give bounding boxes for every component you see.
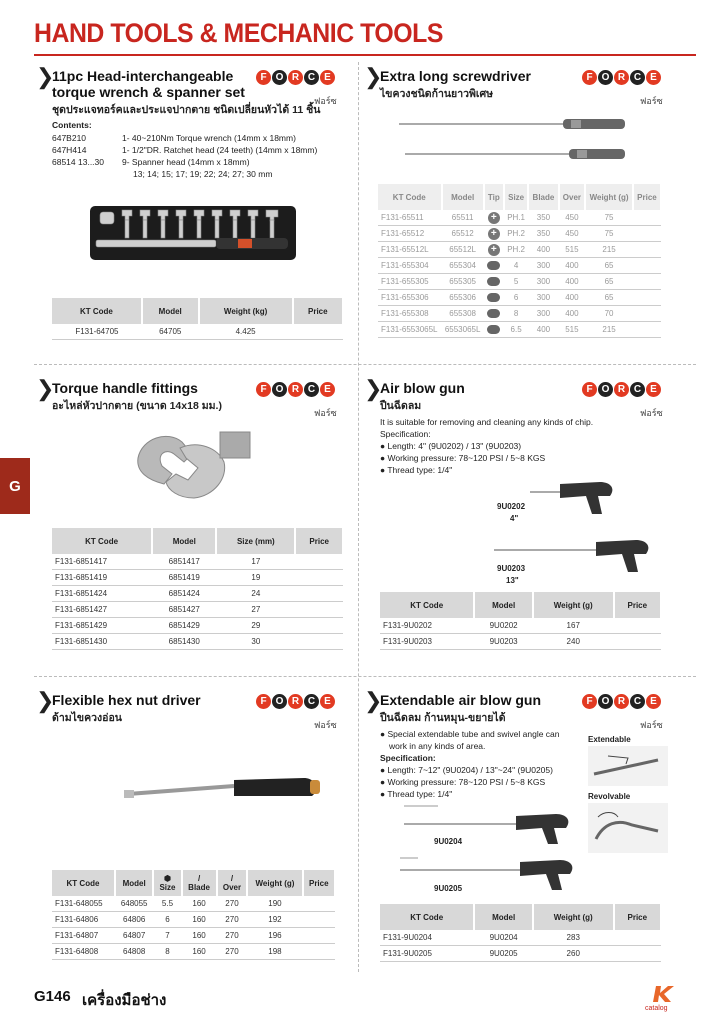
img-label-9U0204: 9U0204 [434, 837, 463, 846]
brand-thai: ฟอร์ซ [314, 96, 337, 106]
slotted-tip-icon [487, 293, 500, 302]
brand-thai: ฟอร์ซ [640, 408, 663, 418]
phillips-tip-icon: + [488, 228, 500, 240]
slotted-tip-icon [487, 309, 500, 318]
force-logo: F O R C E [582, 382, 661, 397]
brand-thai: ฟอร์ซ [640, 720, 663, 730]
img-label-9U0202: 9U0202 [497, 502, 526, 511]
col-header: Model [474, 904, 532, 930]
phillips-tip-icon: + [488, 244, 500, 256]
hex-driver-image [124, 766, 324, 816]
col-header: Price [633, 184, 661, 210]
force-logo: F O R C E [256, 382, 335, 397]
table-row: F131-655308 655308 8 300 400 70 [378, 306, 661, 322]
chevron-icon: ❯ [36, 64, 55, 89]
table-row: F131-65512 65512 + PH.2 350 450 75 [378, 226, 661, 242]
screwdriver-image [395, 110, 635, 166]
wrench-title-2: torque wrench & spanner set [52, 84, 245, 100]
side-tab[interactable]: G [0, 458, 30, 514]
col-header: / Over [217, 870, 248, 896]
table-row: F131-9U0202 9U0202 167 [380, 618, 661, 634]
col-header: Over [559, 184, 586, 210]
extgun-bullet: ● Length: 7~12" (9U0204) / 13"~24" (9U0205) [380, 765, 553, 775]
airgun-bullet: ● Thread type: 1/4" [380, 465, 453, 475]
table-row: F131-65511 65511 + PH.1 350 450 75 [378, 210, 661, 226]
chevron-icon: ❯ [364, 688, 383, 713]
col-header: KT Code [378, 184, 442, 210]
table-row: F131-64808 64808 8 160 270 198 [52, 944, 335, 960]
title-rule [34, 54, 696, 56]
extgun-bullet: ● Thread type: 1/4" [380, 789, 453, 799]
extgun-bullet-cont: work in any kinds of area. [389, 741, 486, 751]
col-header: Weight (g) [533, 592, 614, 618]
torque-title: Torque handle fittings [52, 380, 198, 396]
col-header: Weight (kg) [199, 298, 293, 324]
col-header: Model [474, 592, 532, 618]
screwdriver-table [378, 184, 662, 338]
divider-col [358, 62, 359, 972]
chevron-icon: ❯ [364, 376, 383, 401]
chevron-icon: ❯ [36, 376, 55, 401]
footer-logo-text: catalog [645, 1005, 668, 1012]
force-logo: F O R C E [256, 70, 335, 85]
col-header: Weight (g) [247, 870, 302, 896]
img-label-4in: 4" [510, 514, 519, 523]
table-row: F131-655305 655305 5 300 400 65 [378, 274, 661, 290]
airgun-spec-label: Specification: [380, 429, 431, 439]
hexdriver-subtitle: ด้ามไขควงอ่อน [52, 712, 122, 724]
col-header: KT Code [52, 870, 115, 896]
col-header: Price [614, 592, 661, 618]
col-header: Model [152, 528, 216, 554]
hexdriver-title: Flexible hex nut driver [52, 692, 201, 708]
table-row: F131-648055 648055 5.5 160 270 190 [52, 896, 335, 912]
over-icon: / [230, 874, 234, 883]
col-header: Model [442, 184, 484, 210]
col-header: Weight (g) [585, 184, 633, 210]
page-title: HAND TOOLS & MECHANIC TOOLS [34, 18, 443, 48]
col-header: Size (mm) [216, 528, 295, 554]
revolvable-detail-image [588, 803, 668, 853]
airgun-bullet: ● Working pressure: 78~120 PSI / 5~8 KGS [380, 453, 546, 463]
hex-icon: ⬢ [163, 874, 171, 883]
slotted-tip-icon [487, 325, 500, 334]
extgun-table [380, 904, 662, 962]
extgun-bullet: ● Special extendable tube and swivel angle can [380, 729, 560, 739]
airgun-subtitle: ปืนฉีดลม [380, 400, 422, 412]
table-row: F131-64806 64806 6 160 270 192 [52, 912, 335, 928]
brand-thai: ฟอร์ซ [314, 408, 337, 418]
hexdriver-table [52, 870, 336, 960]
col-header: Blade [528, 184, 558, 210]
force-logo: F O R C E [582, 694, 661, 709]
slotted-tip-icon [487, 277, 500, 286]
airgun-title: Air blow gun [380, 380, 465, 396]
wrench-table [52, 298, 344, 340]
col-header: Price [303, 870, 335, 896]
divider-row-2 [34, 676, 696, 677]
table-row: F131-65512L 65512L + PH.2 400 515 215 [378, 242, 661, 258]
label-extendable: Extendable [588, 735, 631, 744]
extendable-detail-image [588, 746, 668, 786]
table-row: F131-655306 655306 6 300 400 65 [378, 290, 661, 306]
blade-icon: / [197, 874, 201, 883]
table-row: F131-655304 655304 4 300 400 65 [378, 258, 661, 274]
contents-label: Contents: [52, 120, 92, 130]
table-row: F131-9U0205 9U0205 260 [380, 946, 661, 962]
table-row: F131-9U0203 9U0203 240 [380, 634, 661, 650]
torque-table [52, 528, 344, 650]
col-header: Weight (g) [533, 904, 614, 930]
col-header: Model [142, 298, 199, 324]
table-row: F131-64807 64807 7 160 270 196 [52, 928, 335, 944]
divider-row-1 [34, 364, 696, 365]
force-logo: F O R C E [582, 70, 661, 85]
phillips-tip-icon: + [488, 212, 500, 224]
brand-thai: ฟอร์ซ [640, 96, 663, 106]
wrench-set-image [88, 202, 298, 262]
col-header: Model [115, 870, 153, 896]
extgun-subtitle: ปืนฉีดลม ก้านหมุน-ขยายได้ [380, 712, 506, 724]
spanner-head-image [128, 418, 268, 508]
airgun-desc: It is suitable for removing and cleaning any kinds of chip. [380, 417, 594, 427]
col-header: Price [614, 904, 661, 930]
img-label-9U0203: 9U0203 [497, 564, 526, 573]
table-row: F131-6851427 6851427 27 [52, 602, 343, 618]
contents-code-2: 68514 13...30 [52, 157, 104, 167]
force-logo: F O R C E [256, 694, 335, 709]
col-header: ⬢ Size [153, 870, 181, 896]
contents-desc-0: 1- 40~210Nm Torque wrench (14mm x 18mm) [122, 133, 296, 143]
col-header: / Blade [182, 870, 217, 896]
airgun-table [380, 592, 662, 650]
screwdriver-subtitle: ไขควงชนิดก้านยาวพิเศษ [380, 88, 494, 100]
slotted-tip-icon [487, 261, 500, 270]
footer-section-label: เครื่องมือช่าง [82, 992, 167, 1009]
chevron-icon: ❯ [364, 64, 383, 89]
table-row: F131-6851419 6851419 19 [52, 570, 343, 586]
extgun-spec-label: Specification: [380, 753, 436, 763]
extgun-image [396, 802, 586, 892]
col-header: KT Code [380, 592, 474, 618]
extgun-title: Extendable air blow gun [380, 692, 542, 708]
page-number: G146 [34, 988, 71, 1005]
col-header: Price [293, 298, 343, 324]
table-row: F131-6553065L 6553065L 6.5 400 515 215 [378, 322, 661, 338]
img-label-13in: 13" [506, 576, 519, 585]
col-header: Price [295, 528, 343, 554]
table-row: F131-6851429 6851429 29 [52, 618, 343, 634]
col-header: KT Code [380, 904, 474, 930]
wrench-title-1: 11pc Head-interchangeable [52, 68, 234, 84]
contents-desc-1: 1- 1/2"DR. Ratchet head (24 teeth) (14mm x 18mm) [122, 145, 318, 155]
torque-subtitle: อะไหล่หัวปากตาย (ขนาด 14x18 มม.) [52, 400, 222, 412]
contents-desc-2: 9- Spanner head (14mm x 18mm) [122, 157, 250, 167]
table-row: F131-6851430 6851430 30 [52, 634, 343, 650]
col-header: KT Code [52, 298, 142, 324]
contents-desc-3: 13; 14; 15; 17; 19; 22; 24; 27; 30 mm [133, 169, 273, 179]
screwdriver-title: Extra long screwdriver [380, 68, 531, 84]
brand-thai: ฟอร์ซ [314, 720, 337, 730]
wrench-subtitle: ชุดประแจทอร์คและประแจปากตาย ชนิดเปลี่ยนหัวได้ 11 ชิ้น [52, 104, 321, 116]
extgun-bullet: ● Working pressure: 78~120 PSI / 5~8 KGS [380, 777, 546, 787]
label-revolvable: Revolvable [588, 792, 631, 801]
col-header: Tip [484, 184, 504, 210]
airgun-bullet: ● Length: 4" (9U0202) / 13" (9U0203) [380, 441, 522, 451]
k-logo-icon [652, 984, 678, 1004]
table-row: F131-6851424 6851424 24 [52, 586, 343, 602]
img-label-9U0205: 9U0205 [434, 884, 463, 893]
contents-code-0: 647B210 [52, 133, 87, 143]
chevron-icon: ❯ [36, 688, 55, 713]
table-row: F131-6851417 6851417 17 [52, 554, 343, 570]
col-header: Size [504, 184, 528, 210]
table-row: F131-64705 64705 4.425 [52, 324, 343, 340]
col-header: KT Code [52, 528, 152, 554]
table-row: F131-9U0204 9U0204 283 [380, 930, 661, 946]
contents-code-1: 647H414 [52, 145, 87, 155]
